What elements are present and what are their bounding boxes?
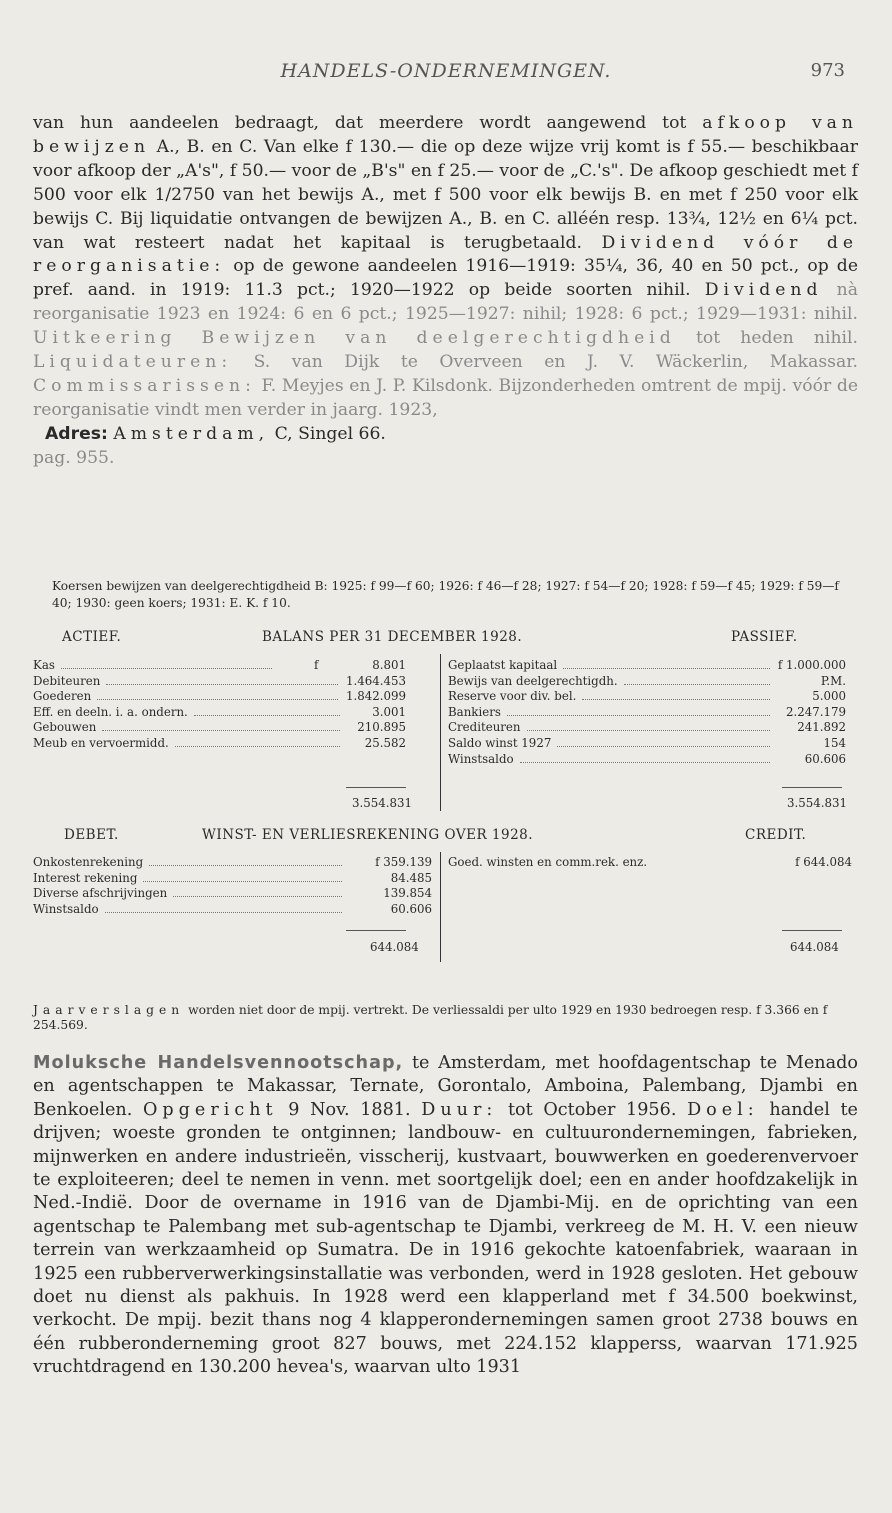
balans-divider (440, 654, 441, 811)
ledger-value: f 359.139 (375, 855, 432, 869)
spaced-term: Jaarverslagen (33, 1003, 185, 1017)
spaced-term: Commissarissen: (33, 375, 256, 396)
text: te Amsterdam, met hoofdagentschap te Menado en agentschappen te Makassar, Ternate, Gorontalo, Amboina, Palembang, Djambi en Benkoelen. (33, 1053, 858, 1120)
ledger-label: Winstsaldo (33, 901, 99, 916)
leader-dots (563, 668, 770, 669)
text: tot heden nihil. (675, 328, 858, 349)
ledger-label: Diverse afschrijvingen (33, 886, 168, 901)
leader-dots (143, 881, 342, 882)
ledger-label: Bewijs van deelgerechtigdh. (448, 673, 618, 688)
ledger-value: 139.854 (383, 886, 432, 901)
balans-total-left: 3.554.831 (352, 796, 413, 810)
spaced-term: Liquidateuren: (33, 352, 233, 373)
text: F. Meyjes en J. P. Kilsdonk. Bijzonderheden omtrent de mpij. vóór de reorganisatie vindt men verder in jaarg. 1923, (33, 375, 858, 420)
page-number: 973 (810, 60, 845, 81)
balans-passief-heading: PASSIEF. (731, 629, 798, 645)
winst-debet-heading: DEBET. (64, 827, 119, 843)
ledger-row (0, 886, 892, 900)
leader-dots (173, 896, 342, 897)
ledger-label: Crediteuren (448, 720, 521, 735)
ledger-value: 60.606 (390, 901, 432, 916)
winst-credit-heading: CREDIT. (745, 827, 807, 843)
total-rule (782, 930, 842, 931)
jaarverslagen-note (33, 1003, 841, 1033)
spaced-term: Uitkeering Bewijzen van deelgerechtigdheid (33, 328, 676, 349)
spaced-term: afkoop van bewijzen (33, 113, 858, 157)
page-reference: pag. 955. (33, 447, 115, 468)
ledger-row (0, 871, 892, 885)
koersen-text: Koersen bewijzen van deelgerechtigdheid B: 1925: f 99—f 60; 1926: f 46—f 28; 1927: f 54—f 20; 1928: f 59—f 45; 1929: f 59—f 40; 1930: geen koers; 1931: E. K. f 10. (52, 579, 839, 610)
ledger-value: 1.464.453 (345, 673, 406, 688)
leader-dots (105, 912, 342, 913)
ledger-label: Debiteuren (33, 673, 101, 688)
leader-dots (582, 699, 770, 700)
company-name: Moluksche Handelsvennootschap, (33, 1053, 404, 1073)
winst-total-right: 644.084 (790, 940, 839, 954)
total-rule (782, 787, 842, 788)
spaced-term: Dividend (704, 280, 823, 301)
ledger-value: 210.895 (357, 720, 406, 735)
ledger-row (0, 689, 892, 703)
text: van hun aandeelen bedraagt, dat meerdere wordt aangewend tot (33, 113, 703, 133)
ledger-row (0, 705, 892, 719)
balans-title: BALANS PER 31 DECEMBER 1928. (262, 629, 523, 645)
balans-total-right: 3.554.831 (787, 796, 848, 810)
spaced-term: Opgericht (142, 1099, 278, 1120)
running-header (0, 60, 892, 90)
ledger-row (0, 855, 892, 869)
text: S. van Dijk te Overveen en J. V. Wäckerlin, Makassar. (232, 352, 858, 373)
text: op de gewone aandeelen 1916—1919: 35¼, 36, 40 en 50 pct., op de pref. aand. in 1919: 11.3 pct.; 1920—1922 op beide soorten nihil. (33, 256, 858, 301)
winst-divider (440, 852, 441, 962)
balans-actief-heading: ACTIEF. (62, 629, 122, 645)
ledger-label: Geplaatst kapitaal (448, 658, 558, 672)
text: 9 Nov. 1881. (277, 1099, 422, 1120)
address-city: Amsterdam, (113, 423, 270, 444)
text: handel te drijven; woeste gronden te ontginnen; landbouw- en cultuurondernemingen, fabrieken, mijnwerken en andere industrieën, visscherij, kustvaart, bouwwerken en goederenvervoer te exploiteeren; deel te nemen in venn. met soortgelijk doel; een en ander hoofdzakelijk in Ned.-Indië. Door de overname in 1916 van de Djambi-Mij. en de oprichting van een agentschap te Palembang met sub-agentschap te Djambi, verkreeg de M. H. V. een nieuw terrein van werkzaamheid op Sumatra. De in 1916 gekochte katoenfabriek, waaraan in 1925 een rubberverwerkingsinstallatie was verbonden, werd in 1928 gesloten. Het gebouw doet nu dienst als pakhuis. In 1928 werd een klapperland met f 34.500 boekwinst, verkocht. De mpij. bezit thans nog 4 klapperondernemingen samen groot 2738 bouws en één rubberonderneming groot 827 bouws, met 224.152 klapperss, waarvan 171.925 vruchtdragend en 130.200 hevea's, waarvan ulto 1931 (33, 1099, 858, 1378)
ledger-label: Onkostenrekening (33, 855, 144, 869)
total-rule (346, 787, 406, 788)
address-label: Adres: (45, 423, 108, 444)
ledger-label: Kas (33, 658, 55, 672)
leader-dots (507, 715, 770, 716)
ledger-label: Goed. winsten en comm.rek. enz. (448, 855, 648, 869)
ledger-value: 154 (823, 736, 846, 750)
text: worden niet door de mpij. vertrekt. De verliessaldi per ulto 1929 en 1930 bedroegen resp. f 3.366 en f 254.569. (33, 1003, 828, 1033)
ledger-value: 25.582 (364, 736, 406, 750)
ledger-value: 5.000 (812, 689, 846, 704)
ledger-value: 3.001 (372, 704, 406, 719)
ledger-row (0, 720, 892, 734)
ledger-value: 241.892 (797, 720, 846, 735)
ledger-row (0, 736, 892, 750)
ledger-label: Interest rekening (33, 870, 138, 885)
ledger-label: Saldo winst 1927 (448, 736, 552, 750)
ledger-label: Gebouwen (33, 720, 97, 735)
ledger-row (0, 902, 892, 916)
ledger-value: 60.606 (804, 751, 846, 766)
leader-dots (624, 684, 770, 685)
ledger-currency: f (314, 658, 319, 672)
spaced-term: Duur: (421, 1099, 498, 1120)
ledger-row (0, 752, 892, 766)
ledger-label: Reserve voor div. bel. (448, 689, 577, 704)
ledger-row (0, 658, 892, 672)
spaced-term: Doel: (687, 1099, 759, 1120)
ledger-row (0, 674, 892, 688)
address-street: C, Singel 66. (269, 423, 386, 444)
text: A., B. en C. Van elke f 130.— die op deze wijze vrij komt is f 55.— beschikbaar voor afkoop der „A's", f 50.— voor de „B's" en f 25.— voor de „C.'s". De afkoop geschiedt met f 500 voor elk 1/2750 van het bewijs A., met f 500 voor elk bewijs B. en met f 250 voor elk bewijs C. Bij liquidatie ontvangen de bewijzen A., B. en C. alléén resp. 13¾, 12½ en 6¼ pct. van wat resteert nadat het kapitaal is terugbetaald. (33, 136, 858, 253)
ledger-value: 2.247.179 (785, 704, 846, 719)
text: tot October 1956. (497, 1099, 688, 1120)
running-title: HANDELS-ONDERNEMINGEN. (280, 60, 612, 82)
paragraph-moluksche (33, 1052, 858, 1380)
ledger-value: 1.842.099 (345, 689, 406, 704)
winst-title: WINST- EN VERLIESREKENING OVER 1928. (202, 827, 534, 843)
ledger-label: Winstsaldo (448, 751, 514, 766)
ledger-value: P.M. (820, 673, 846, 688)
ledger-value: 8.801 (372, 658, 406, 672)
paragraph-continued (33, 112, 858, 471)
leader-dots (520, 762, 770, 763)
ledger-value: f 1.000.000 (777, 658, 846, 672)
winst-total-left: 644.084 (370, 940, 419, 954)
ledger-value: 84.485 (390, 870, 432, 885)
ledger-label: Eff. en deeln. i. a. ondern. (33, 704, 188, 719)
leader-dots (527, 730, 770, 731)
leader-dots (557, 746, 770, 747)
ledger-label: Goederen (33, 689, 92, 704)
ledger-value: f 644.084 (795, 855, 852, 869)
ledger-label: Bankiers (448, 704, 501, 719)
spaced-term: Dividend vóór de reorganisatie: (33, 232, 858, 277)
text: nà reorganisatie 1923 en 1924: 6 en 6 pct.; 1925—1927: nihil; 1928: 6 pct.; 1929—1931: nihil. (33, 280, 858, 325)
ledger-label: Meub en vervoermidd. (33, 736, 169, 750)
total-rule (346, 930, 406, 931)
